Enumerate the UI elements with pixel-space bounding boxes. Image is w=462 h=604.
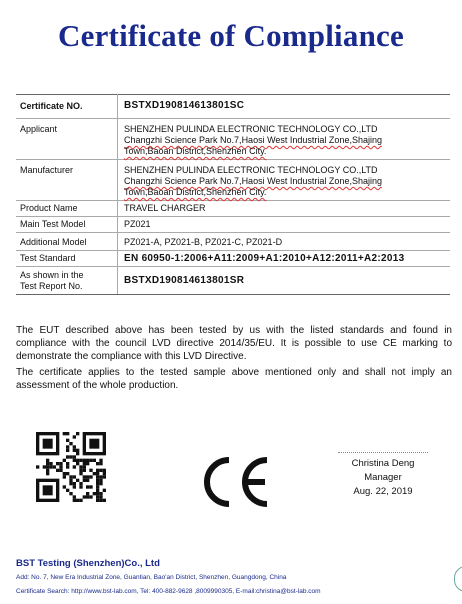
scope-statement: The certificate applies to the tested sample above mentioned only and shall not imply an assessment of the whole production. — [16, 367, 452, 391]
test-standard-value: EN 60950-1:2006+A11:2009+A1:2010+A12:2011+A2:2013 — [118, 251, 451, 267]
applicant-address-line2: Town,Baoan District,Shenzhen City. — [124, 146, 267, 156]
certificate-no-label: Certificate NO. — [16, 95, 118, 119]
compliance-statement: The EUT described above has been tested by us with the listed standards and found in compliance with the council LVD directive 2014/35/EU. It is possible to use CE marking to demonstrate the compliance with this LVD Directive. — [16, 325, 452, 362]
table-row — [16, 233, 450, 251]
product-name-value: TRAVEL CHARGER — [118, 201, 451, 217]
main-test-model-label: Main Test Model — [16, 217, 118, 233]
test-standard-label: Test Standard — [16, 251, 118, 267]
applicant-label: Applicant — [16, 119, 118, 160]
footer-contact: Certificate Search: http://www.bst-lab.com, Tel: 400-882-9628 ,8009990305, E-mail:christina@bst-lab.com — [16, 588, 321, 595]
page-title: Certificate of Compliance — [58, 18, 404, 53]
table-row — [16, 201, 450, 217]
signature-date: Aug. 22, 2019 — [353, 486, 413, 497]
signatory-title: Manager — [364, 472, 402, 483]
table-row — [16, 217, 450, 233]
manufacturer-value — [118, 160, 451, 201]
manufacturer-label: Manufacturer — [16, 160, 118, 201]
additional-model-label: Additional Model — [16, 233, 118, 251]
footer-company: BST Testing (Shenzhen)Co., Ltd — [16, 558, 160, 569]
certificate-no-value: BSTXD190814613801SC — [118, 95, 451, 119]
main-test-model-value: PZ021 — [118, 217, 451, 233]
applicant-address-line1: Changzhi Science Park No.7,Haosi West Industrial Zone,Shajing — [124, 135, 382, 145]
applicant-name: SHENZHEN PULINDA ELECTRONIC TECHNOLOGY CO.,LTD — [124, 124, 378, 134]
manufacturer-name: SHENZHEN PULINDA ELECTRONIC TECHNOLOGY CO.,LTD — [124, 165, 378, 175]
table-row — [16, 119, 450, 160]
applicant-value — [118, 119, 451, 160]
ce-mark-icon — [195, 454, 271, 510]
test-report-label-line2: Test Report No. — [20, 281, 83, 291]
manufacturer-address-line1: Changzhi Science Park No.7,Haosi West Industrial Zone,Shajing — [124, 176, 382, 186]
table-row — [16, 160, 450, 201]
test-report-value: BSTXD190814613801SR — [118, 267, 451, 295]
table-row — [16, 251, 450, 267]
test-report-label — [16, 267, 118, 295]
signature-line — [338, 452, 428, 453]
product-name-label: Product Name — [16, 201, 118, 217]
table-row — [16, 95, 450, 119]
footer-address: Add: No. 7, New Era Industrial Zone, Guantian, Bao'an District, Shenzhen, Guangdong, China — [16, 574, 287, 581]
additional-model-value: PZ021-A, PZ021-B, PZ021-C, PZ021-D — [118, 233, 451, 251]
manufacturer-address-line2: Town,Baoan District,Shenzhen City. — [124, 187, 267, 197]
certificate-info-table — [16, 94, 450, 295]
corner-tab — [454, 566, 462, 592]
test-report-label-line1: As shown in the — [20, 270, 84, 280]
signatory-name: Christina Deng — [351, 458, 415, 469]
table-row — [16, 267, 450, 295]
qr-code — [36, 432, 106, 502]
